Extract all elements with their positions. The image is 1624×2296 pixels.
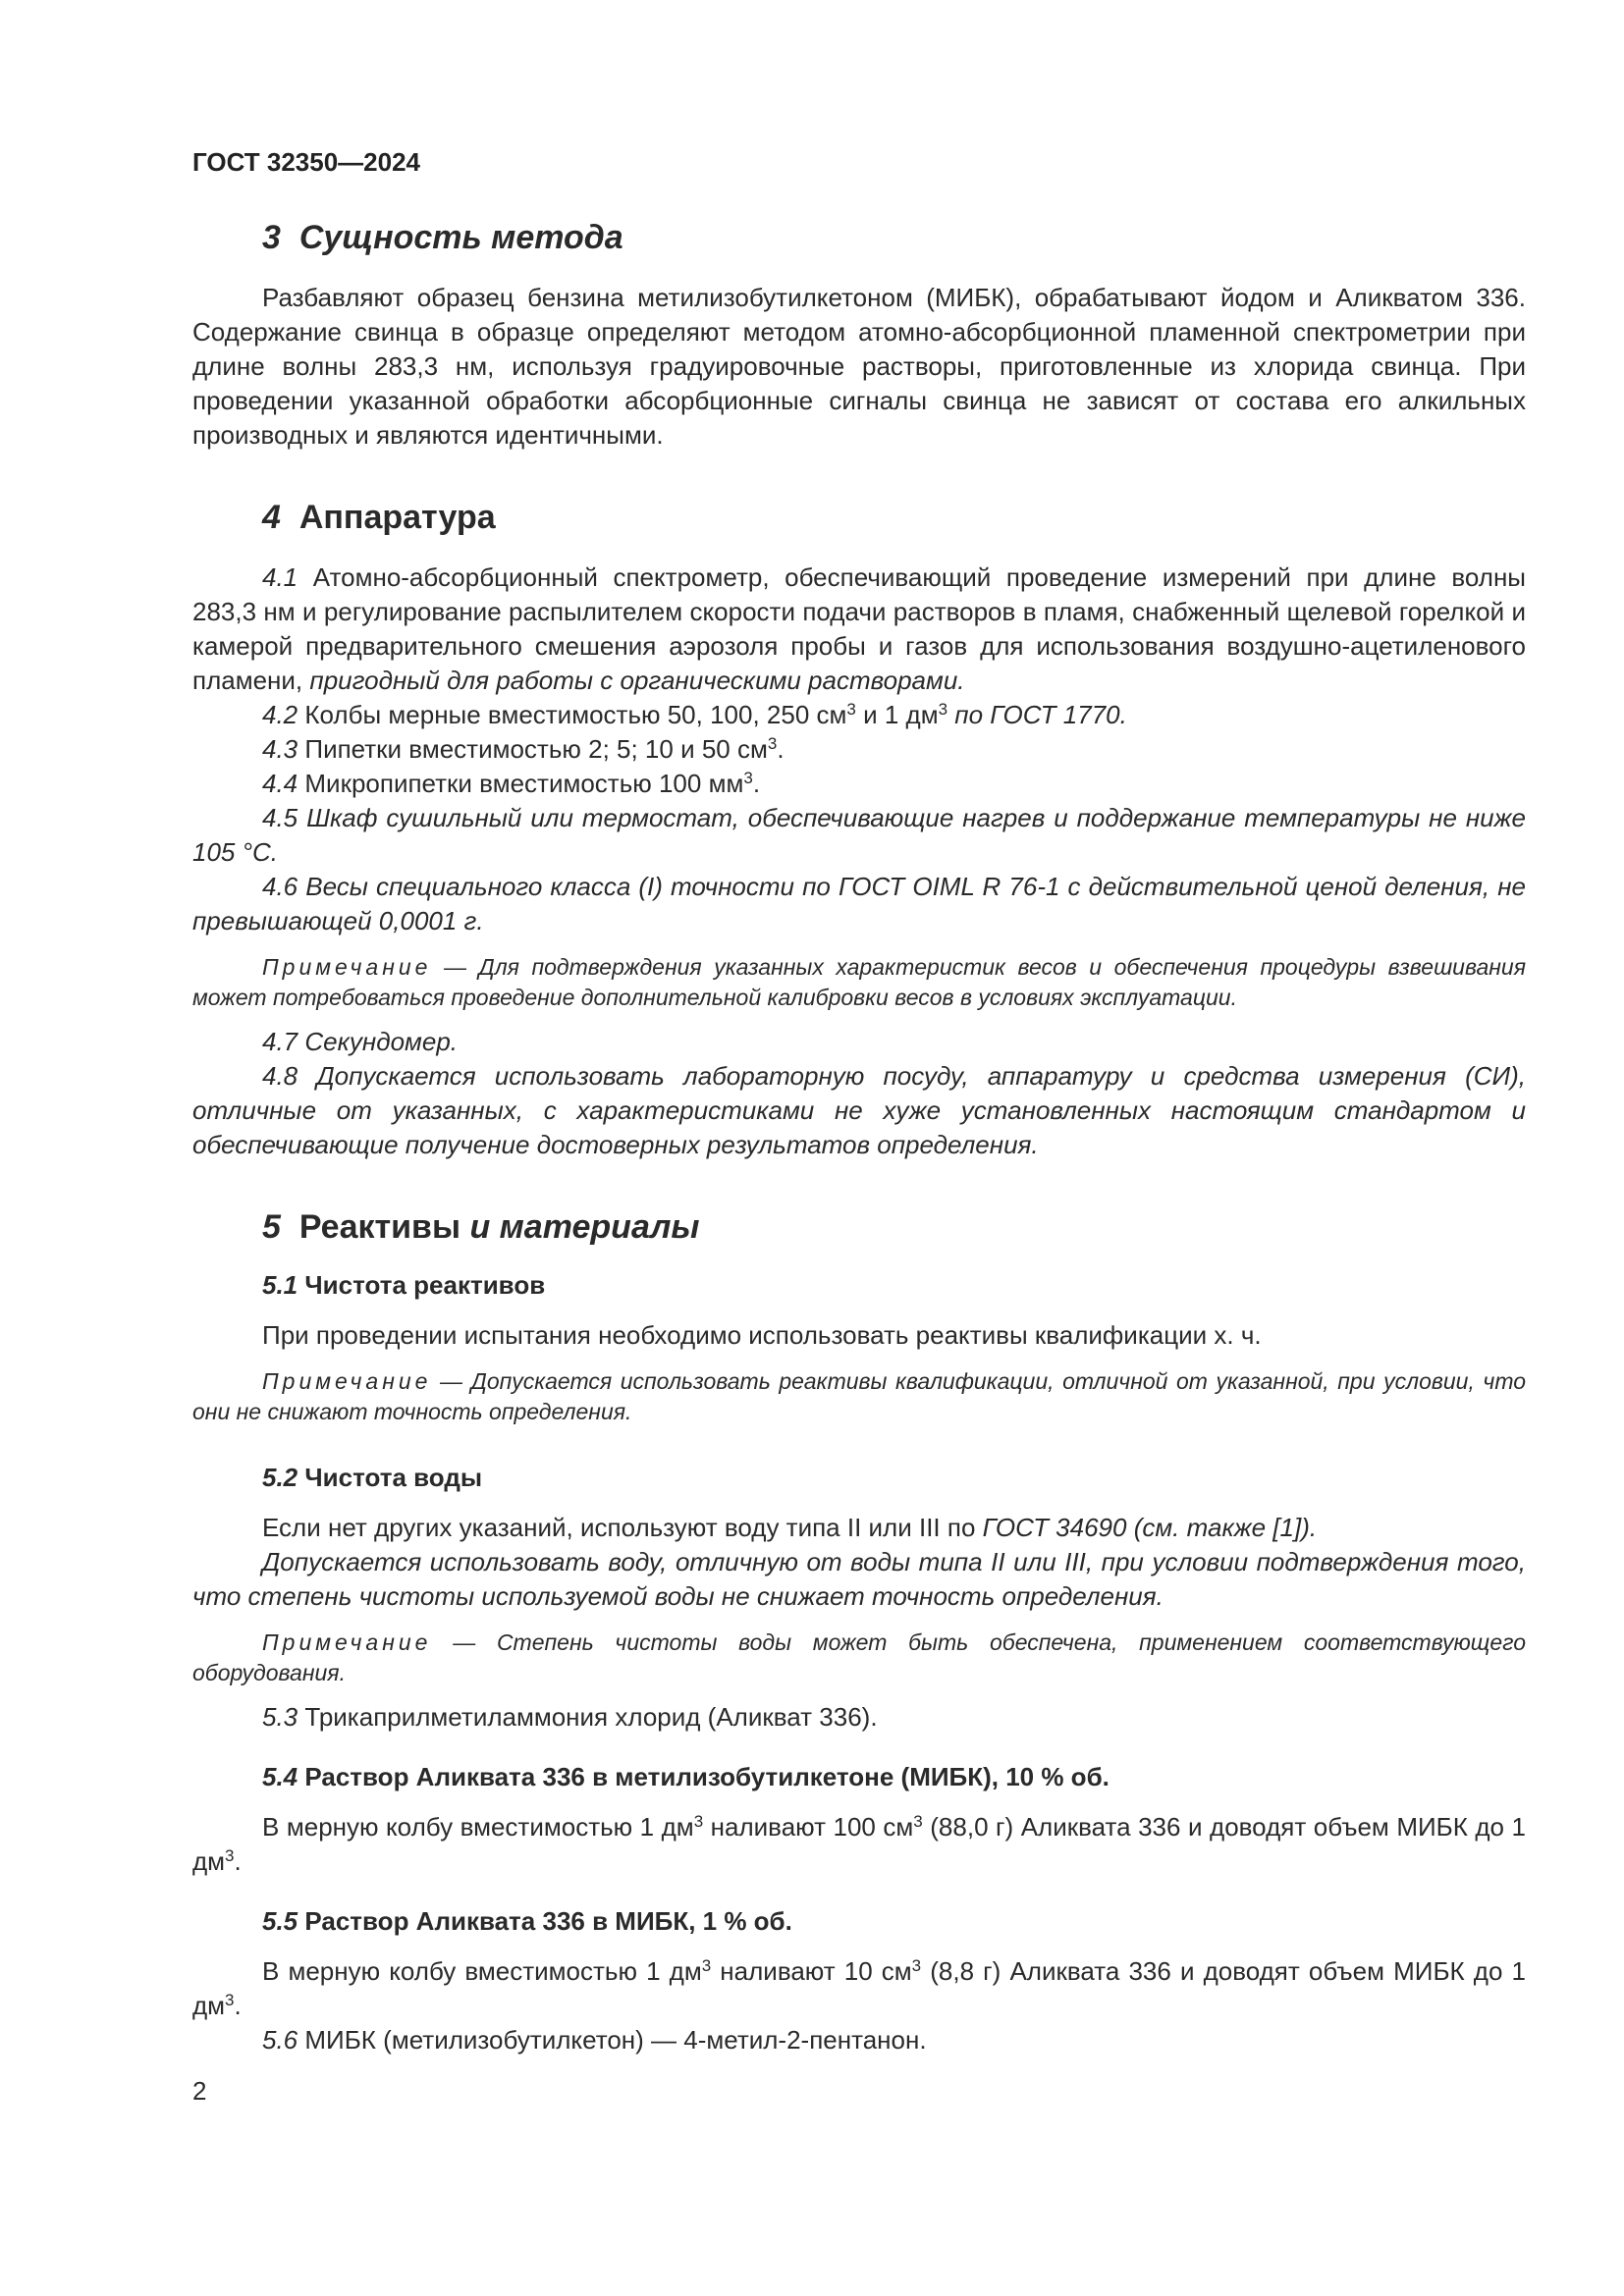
note-text: Для подтверждения указанных характеристик весов и обеспечения процедуры взвешивания может потребоваться проведение дополнительной калибровки весов в условиях эксплуатации. [192,954,1526,1010]
item-4-1 [192,561,1526,698]
subsection-5-2-text [192,1511,1526,1545]
item-text: Весы специального класса (I) точности по ГОСТ OIML R 76-1 с действительной ценой деления, не превышающей 0,0001 г. [192,872,1526,935]
item-number: 4.2 [262,700,298,729]
paragraph-text: . [234,1846,242,1876]
item-4-4 [192,767,1526,801]
section-5-heading [192,1207,1526,1247]
item-text: Шкаф сушильный или термостат, обеспечивающие нагрев и поддержание температуры не ниже 105 °С. [192,803,1526,867]
item-4-6 [192,870,1526,938]
item-number: 4.1 [262,562,298,592]
section-number: 3 [262,219,281,256]
subsection-number: 5.4 [262,1762,298,1791]
item-number: 4.5 [262,803,298,832]
subsection-title: Чистота воды [304,1463,483,1492]
item-text: Допускается использовать лабораторную посуду, аппаратуру и средства измерения (СИ), отличные от указанных, с характеристиками не хуже установленных настоящим стандартом и обеспечивающие получение достоверных результатов определения. [192,1061,1526,1159]
item-text: и 1 дм [855,700,939,729]
paragraph-text: (8,8 г) Аликвата 336 и доводят объем МИБК до 1 дм [192,1956,1526,2020]
item-4-2 [192,698,1526,732]
subsection-5-5-heading [192,1904,1526,1939]
note-dash: — [431,1368,471,1394]
section-title: Сущность метода [298,219,623,256]
note-dash: — [431,954,479,980]
item-text: Трикаприлметиламмония хлорид (Аликват 336). [304,1702,878,1732]
item-4-5 [192,801,1526,870]
item-text: МИБК (метилизобутилкетон) — 4-метил-2-пентанон. [304,2025,927,2055]
subsection-5-1-text: При проведении испытания необходимо использовать реактивы квалификации х. ч. [262,1320,1262,1350]
item-4-3 [192,732,1526,767]
section-number: 5 [262,1208,281,1246]
section-title: Аппаратура [298,499,496,536]
section-3-text: Разбавляют образец бензина метилизобутилкетоном (МИБК), обрабатывают йодом и Аликватом 336. Содержание свинца в образце определяют методом атомно-абсорбционной пламенной спектрометрии при длине волны 283,3 нм, используя градуировочные растворы, приготовленные из хлорида свинца. При проведении указанной обработки абсорбционные сигналы свинца не зависят от состава его алкильных производных и являются идентичными. [192,283,1526,450]
subsection-title: Раствор Аликвата 336 в МИБК, 1 % об. [304,1906,792,1936]
item-number: 5.6 [262,2025,298,2055]
subsection-number: 5.1 [262,1270,298,1300]
item-text: Пипетки вместимостью 2; 5; 10 и 50 см [304,734,768,764]
superscript: 3 [701,1956,712,1975]
paragraph-text: наливают 10 см [711,1956,912,1986]
item-number: 5.3 [262,1702,298,1732]
section-number: 4 [262,499,281,536]
note-label: Примечание [262,954,432,980]
subsection-5-2-heading [192,1461,1526,1495]
superscript: 3 [911,1956,922,1975]
note-water [192,1628,1526,1688]
subsection-title: Раствор Аликвата 336 в метилизобутилкетоне (МИБК), 10 % об. [304,1762,1110,1791]
note-text: Допускается использовать реактивы квалификации, отличной от указанной, при условии, что они не снижают точность определения. [192,1368,1527,1424]
superscript: 3 [938,700,948,719]
item-text: Атомно-абсорбционный спектрометр, обеспечивающий проведение измерений при длине волны 283,3 нм и регулирование распылителем скорости подачи растворов в пламя, снабженный щелевой горелкой и камерой предварительного смешения аэрозоля пробы и газов для использования воздушно-ацетиленового пламени, [192,562,1526,695]
item-text: Колбы мерные вместимостью 50, 100, 250 см [304,700,847,729]
item-text: . [777,734,785,764]
superscript: 3 [846,700,856,719]
item-number: 4.6 [262,872,298,901]
paragraph-text: наливают 100 см [703,1812,914,1842]
subsection-5-4-text [192,1810,1526,1879]
note-label: Примечание [262,1629,432,1655]
superscript: 3 [225,1846,235,1865]
document-body [192,218,1526,2057]
subsection-title: Чистота реактивов [304,1270,546,1300]
item-4-7 [192,1025,1526,1059]
superscript: 3 [913,1812,923,1831]
subsection-5-1-heading [192,1268,1526,1303]
item-text: . [752,769,761,798]
superscript: 3 [767,734,778,753]
item-5-3 [192,1700,1526,1735]
note-scales [192,952,1526,1013]
subsection-number: 5.5 [262,1906,298,1936]
superscript: 3 [693,1812,704,1831]
paragraph-text: Если нет других указаний, используют воду типа II или III по [262,1513,976,1542]
section-title-italic: и материалы [469,1208,700,1246]
item-number: 4.7 [262,1027,298,1056]
paragraph-text: (88,0 г) Аликвата 336 и доводят объем МИБК до 1 дм [192,1812,1526,1876]
paragraph-text: В мерную колбу вместимостью 1 дм [262,1812,694,1842]
item-text-italic: по ГОСТ 1770. [947,700,1127,729]
document-header: ГОСТ 32350—2024 [192,147,420,177]
note-reagents [192,1366,1526,1427]
item-number: 4.8 [262,1061,298,1091]
item-number: 4.3 [262,734,298,764]
paragraph-text: В мерную колбу вместимостью 1 дм [262,1956,702,1986]
note-dash: — [431,1629,497,1655]
item-text: Секундомер. [304,1027,459,1056]
page-number: 2 [192,2076,207,2106]
superscript: 3 [743,769,753,787]
paragraph-text-italic: ГОСТ 34690 (см. также [1]). [982,1513,1318,1542]
item-text-italic: пригодный для работы с органическими растворами. [309,666,965,695]
paragraph-text: . [234,1991,242,2020]
note-label: Примечание [262,1368,432,1394]
section-title: Реактивы [298,1208,460,1246]
subsection-5-2-text-2: Допускается использовать воду, отличную от воды типа II или III, при условии подтверждения того, что степень чистоты используемой воды не снижает точность определения. [192,1547,1526,1611]
subsection-5-5-text [192,1954,1526,2023]
item-number: 4.4 [262,769,298,798]
superscript: 3 [225,1991,235,2009]
subsection-5-4-heading [192,1760,1526,1794]
note-text: Степень чистоты воды может быть обеспечена, применением соответствующего оборудования. [192,1629,1526,1685]
item-5-6 [192,2023,1526,2057]
item-4-8 [192,1059,1526,1162]
section-3-heading [192,218,1526,257]
item-text: Микропипетки вместимостью 100 мм [304,769,744,798]
section-4-heading [192,498,1526,537]
subsection-number: 5.2 [262,1463,298,1492]
